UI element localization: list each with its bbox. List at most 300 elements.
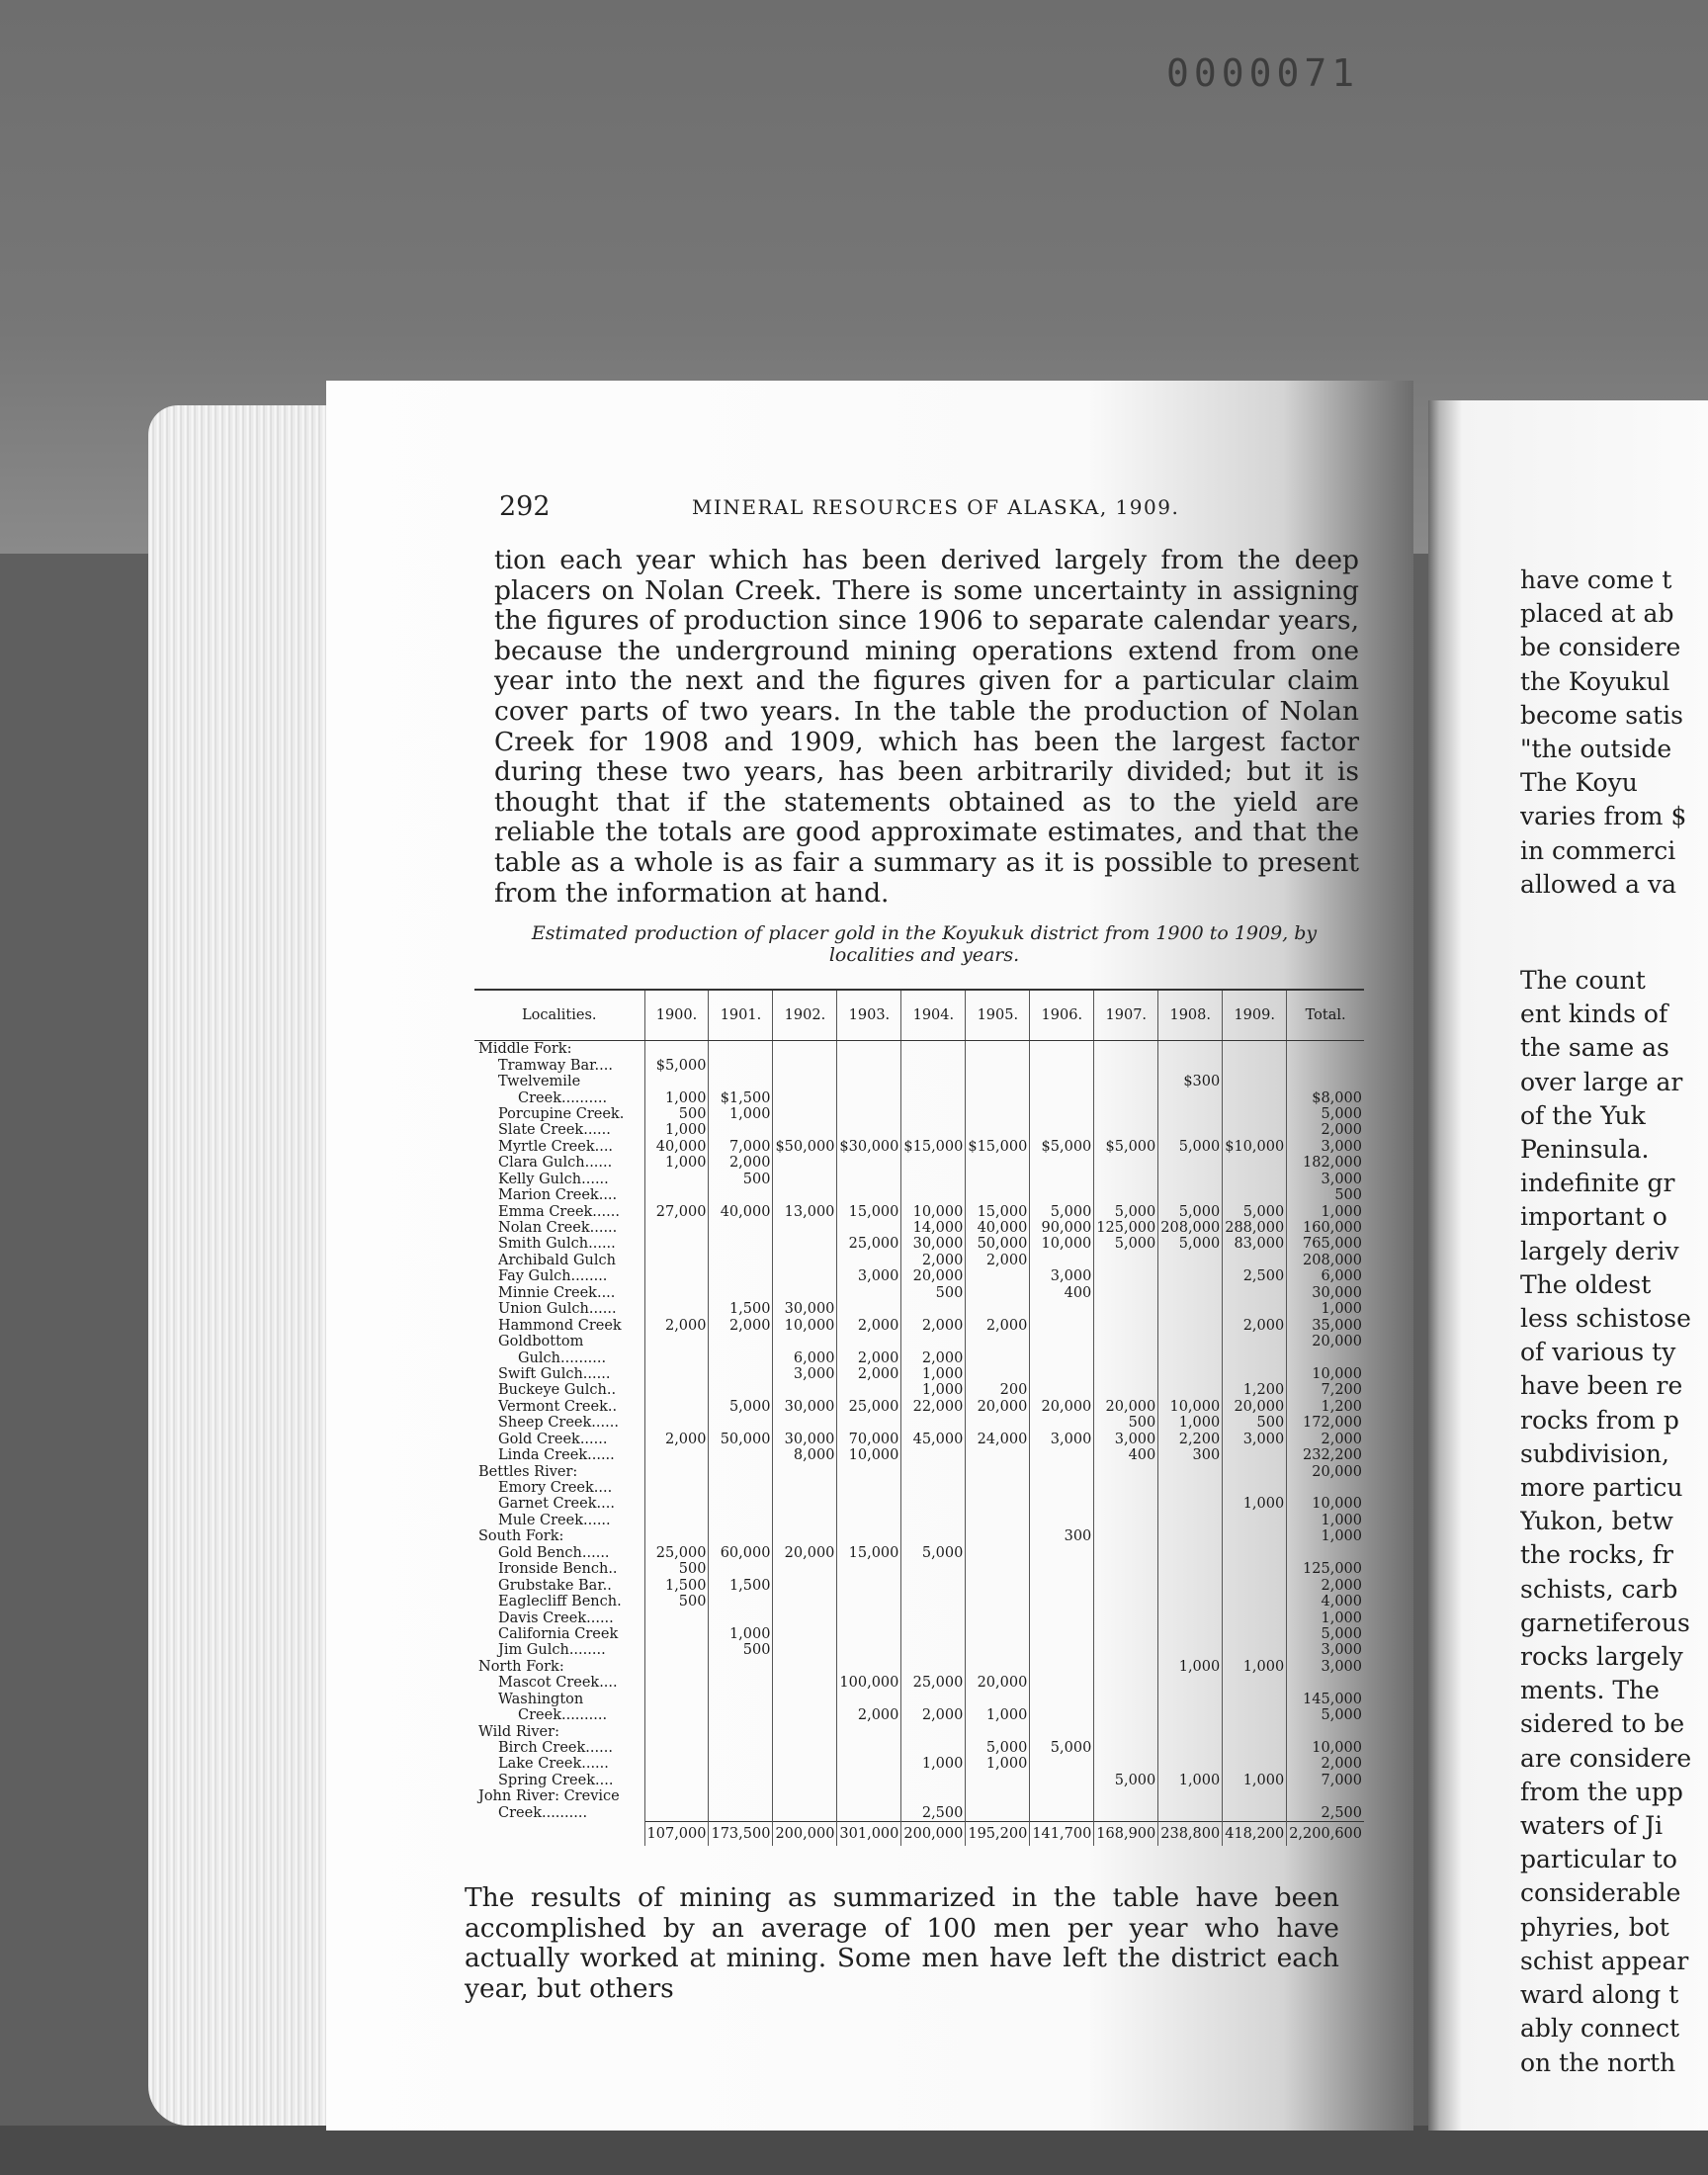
value-cell: 182,000 bbox=[1287, 1155, 1364, 1171]
value-cell: 1,000 bbox=[1158, 1415, 1223, 1431]
right-page-line: of the Yuk bbox=[1520, 1100, 1646, 1130]
value-cell bbox=[966, 1074, 1030, 1089]
value-cell bbox=[773, 1513, 837, 1528]
value-cell bbox=[966, 1366, 1030, 1382]
value-cell bbox=[1030, 1610, 1094, 1625]
value-cell bbox=[1223, 1513, 1287, 1528]
value-cell: 500 bbox=[644, 1561, 709, 1577]
header-year-10: 1909. bbox=[1223, 990, 1287, 1041]
locality-cell: Porcupine Creek. bbox=[498, 1105, 625, 1122]
value-cell bbox=[837, 1513, 901, 1528]
right-page-line: garnetiferous bbox=[1520, 1608, 1690, 1637]
value-cell bbox=[1030, 1788, 1094, 1804]
header-year-2: 1901. bbox=[709, 990, 773, 1041]
table-row bbox=[474, 1268, 1364, 1284]
value-cell bbox=[1158, 1317, 1223, 1333]
value-cell: 25,000 bbox=[644, 1545, 709, 1561]
value-cell bbox=[644, 1349, 709, 1365]
value-cell bbox=[1223, 1253, 1287, 1268]
value-cell: 20,000 bbox=[1030, 1399, 1094, 1415]
value-cell bbox=[1158, 1675, 1223, 1691]
right-page-line: The count bbox=[1520, 966, 1646, 995]
value-cell: 10,000 bbox=[901, 1203, 966, 1219]
value-cell: 5,000 bbox=[1158, 1203, 1223, 1219]
value-cell bbox=[966, 1447, 1030, 1463]
header-year-9: 1908. bbox=[1158, 990, 1223, 1041]
value-cell bbox=[1158, 1692, 1223, 1707]
value-cell: 3,000 bbox=[1094, 1432, 1158, 1447]
value-cell bbox=[709, 1496, 773, 1512]
table-row bbox=[474, 1756, 1364, 1772]
locality-cell: Smith Gulch...... bbox=[498, 1236, 616, 1253]
table-row bbox=[474, 1707, 1364, 1723]
table-row bbox=[474, 1236, 1364, 1252]
value-cell bbox=[1094, 1057, 1158, 1073]
value-cell bbox=[966, 1545, 1030, 1561]
value-cell bbox=[1094, 1659, 1158, 1675]
value-cell bbox=[709, 1366, 773, 1382]
right-page-line: largely deriv bbox=[1520, 1236, 1679, 1265]
value-cell bbox=[1030, 1642, 1094, 1658]
value-cell: 1,000 bbox=[1287, 1528, 1364, 1544]
value-cell bbox=[837, 1805, 901, 1822]
value-cell bbox=[966, 1187, 1030, 1203]
value-cell: 1,500 bbox=[709, 1577, 773, 1593]
value-cell bbox=[901, 1740, 966, 1756]
value-cell bbox=[837, 1659, 901, 1675]
right-page-line: rocks from p bbox=[1520, 1405, 1679, 1435]
value-cell bbox=[1158, 1707, 1223, 1723]
value-cell bbox=[1223, 1692, 1287, 1707]
table-row bbox=[474, 1349, 1364, 1365]
value-cell bbox=[966, 1463, 1030, 1479]
page-number: 292 bbox=[499, 491, 551, 522]
value-cell bbox=[1030, 1074, 1094, 1089]
value-cell: 30,000 bbox=[1287, 1285, 1364, 1301]
value-cell: 27,000 bbox=[644, 1203, 709, 1219]
value-cell bbox=[966, 1659, 1030, 1675]
value-cell bbox=[644, 1172, 709, 1187]
value-cell bbox=[644, 1756, 709, 1772]
table-row bbox=[474, 1187, 1364, 1203]
locality-cell: Nolan Creek...... bbox=[498, 1220, 618, 1237]
total-cell: 418,200 bbox=[1223, 1822, 1287, 1847]
value-cell bbox=[1223, 1740, 1287, 1756]
value-cell: 10,000 bbox=[1287, 1366, 1364, 1382]
value-cell: 1,000 bbox=[901, 1382, 966, 1398]
value-cell bbox=[709, 1122, 773, 1138]
value-cell: 208,000 bbox=[1158, 1220, 1223, 1236]
value-cell: 5,000 bbox=[966, 1740, 1030, 1756]
table-row bbox=[474, 1285, 1364, 1301]
value-cell: 2,500 bbox=[1223, 1268, 1287, 1284]
value-cell: 6,000 bbox=[1287, 1268, 1364, 1284]
value-cell bbox=[773, 1561, 837, 1577]
value-cell: 30,000 bbox=[773, 1432, 837, 1447]
value-cell bbox=[1094, 1740, 1158, 1756]
value-cell bbox=[644, 1041, 709, 1058]
value-cell bbox=[837, 1692, 901, 1707]
value-cell bbox=[644, 1528, 709, 1544]
header-year-5: 1904. bbox=[901, 990, 966, 1041]
value-cell: 10,000 bbox=[773, 1317, 837, 1333]
locality-cell: Mascot Creek.... bbox=[498, 1675, 618, 1692]
table-row bbox=[474, 1106, 1364, 1122]
value-cell bbox=[1158, 1057, 1223, 1073]
value-cell bbox=[901, 1594, 966, 1610]
totals-row bbox=[474, 1822, 1364, 1847]
value-cell bbox=[644, 1692, 709, 1707]
value-cell: 400 bbox=[1094, 1447, 1158, 1463]
value-cell: 1,000 bbox=[1287, 1610, 1364, 1625]
value-cell: 20,000 bbox=[1287, 1334, 1364, 1349]
locality-cell: Creek.......... bbox=[498, 1805, 588, 1822]
value-cell bbox=[644, 1074, 709, 1089]
value-cell bbox=[837, 1041, 901, 1058]
table-row bbox=[474, 1480, 1364, 1496]
value-cell: 2,000 bbox=[901, 1349, 966, 1365]
value-cell: 1,000 bbox=[1223, 1773, 1287, 1788]
value-cell bbox=[901, 1773, 966, 1788]
value-cell bbox=[901, 1334, 966, 1349]
value-cell bbox=[1030, 1301, 1094, 1317]
value-cell bbox=[1158, 1301, 1223, 1317]
value-cell: 8,000 bbox=[773, 1447, 837, 1463]
right-page-line: varies from $ bbox=[1520, 802, 1687, 831]
value-cell: 5,000 bbox=[1158, 1236, 1223, 1252]
value-cell: 1,000 bbox=[1287, 1301, 1364, 1317]
value-cell bbox=[966, 1285, 1030, 1301]
value-cell: 500 bbox=[901, 1285, 966, 1301]
table-row bbox=[474, 1089, 1364, 1105]
value-cell: 3,000 bbox=[1223, 1432, 1287, 1447]
value-cell: $5,000 bbox=[1030, 1139, 1094, 1155]
table-row bbox=[474, 1561, 1364, 1577]
value-cell: 2,000 bbox=[901, 1317, 966, 1333]
value-cell bbox=[1030, 1317, 1094, 1333]
table-row bbox=[474, 1415, 1364, 1431]
right-page-line: The Koyu bbox=[1520, 768, 1638, 798]
table-row bbox=[474, 1659, 1364, 1675]
value-cell bbox=[644, 1415, 709, 1431]
value-cell bbox=[1030, 1187, 1094, 1203]
value-cell: 1,200 bbox=[1287, 1399, 1364, 1415]
value-cell: 10,000 bbox=[837, 1447, 901, 1463]
value-cell bbox=[1158, 1155, 1223, 1171]
locality-cell: Birch Creek...... bbox=[498, 1740, 613, 1757]
value-cell bbox=[901, 1496, 966, 1512]
value-cell bbox=[1094, 1089, 1158, 1105]
value-cell bbox=[837, 1415, 901, 1431]
value-cell bbox=[901, 1089, 966, 1105]
value-cell bbox=[837, 1253, 901, 1268]
value-cell: 2,500 bbox=[901, 1805, 966, 1822]
value-cell bbox=[1158, 1610, 1223, 1625]
table-row bbox=[474, 1805, 1364, 1822]
value-cell bbox=[709, 1253, 773, 1268]
table-row bbox=[474, 1074, 1364, 1089]
value-cell bbox=[1094, 1561, 1158, 1577]
value-cell bbox=[1287, 1480, 1364, 1496]
value-cell: 5,000 bbox=[1287, 1106, 1364, 1122]
total-cell: 301,000 bbox=[837, 1822, 901, 1847]
table-row bbox=[474, 1432, 1364, 1447]
value-cell: 30,000 bbox=[773, 1399, 837, 1415]
value-cell: 10,000 bbox=[1287, 1496, 1364, 1512]
right-page-line: particular to bbox=[1520, 1845, 1677, 1874]
value-cell bbox=[1223, 1723, 1287, 1739]
total-cell: 200,000 bbox=[773, 1822, 837, 1847]
value-cell: 160,000 bbox=[1287, 1220, 1364, 1236]
value-cell: $15,000 bbox=[901, 1139, 966, 1155]
value-cell bbox=[773, 1253, 837, 1268]
value-cell: 7,200 bbox=[1287, 1382, 1364, 1398]
value-cell: 5,000 bbox=[709, 1399, 773, 1415]
value-cell: 3,000 bbox=[1030, 1432, 1094, 1447]
locality-cell: Archibald Gulch bbox=[498, 1252, 616, 1268]
value-cell bbox=[773, 1089, 837, 1105]
value-cell: 2,200 bbox=[1158, 1432, 1223, 1447]
value-cell bbox=[1094, 1594, 1158, 1610]
value-cell: 125,000 bbox=[1287, 1561, 1364, 1577]
value-cell bbox=[773, 1707, 837, 1723]
table-row bbox=[474, 1610, 1364, 1625]
value-cell bbox=[1158, 1545, 1223, 1561]
table-row bbox=[474, 1528, 1364, 1544]
value-cell bbox=[966, 1788, 1030, 1804]
right-page-line: rocks largely bbox=[1520, 1642, 1683, 1672]
value-cell bbox=[709, 1610, 773, 1625]
right-page-line: the same as bbox=[1520, 1033, 1669, 1063]
value-cell bbox=[1223, 1334, 1287, 1349]
value-cell: 50,000 bbox=[709, 1432, 773, 1447]
locality-cell: Gulch.......... bbox=[518, 1349, 607, 1366]
right-page-line: subdivision, bbox=[1520, 1438, 1669, 1468]
table-row bbox=[474, 1496, 1364, 1512]
value-cell bbox=[1030, 1106, 1094, 1122]
value-cell bbox=[837, 1155, 901, 1171]
value-cell: 2,000 bbox=[837, 1366, 901, 1382]
value-cell bbox=[1158, 1172, 1223, 1187]
value-cell bbox=[773, 1057, 837, 1073]
value-cell bbox=[901, 1480, 966, 1496]
right-page-line: indefinite gr bbox=[1520, 1169, 1675, 1198]
value-cell bbox=[1158, 1496, 1223, 1512]
table-row bbox=[474, 1301, 1364, 1317]
value-cell bbox=[709, 1756, 773, 1772]
table-row bbox=[474, 1382, 1364, 1398]
value-cell bbox=[709, 1805, 773, 1822]
table-row bbox=[474, 1172, 1364, 1187]
value-cell bbox=[1158, 1334, 1223, 1349]
value-cell: 1,000 bbox=[1287, 1513, 1364, 1528]
value-cell bbox=[773, 1415, 837, 1431]
locality-cell: Emory Creek.... bbox=[498, 1480, 613, 1497]
value-cell: 2,000 bbox=[837, 1317, 901, 1333]
value-cell: 1,000 bbox=[966, 1707, 1030, 1723]
table-row bbox=[474, 1642, 1364, 1658]
value-cell: 60,000 bbox=[709, 1545, 773, 1561]
value-cell: $1,500 bbox=[709, 1089, 773, 1105]
value-cell: 2,000 bbox=[901, 1707, 966, 1723]
value-cell bbox=[773, 1610, 837, 1625]
value-cell bbox=[966, 1172, 1030, 1187]
value-cell: 7,000 bbox=[709, 1139, 773, 1155]
scan-bottom-edge bbox=[0, 2126, 1708, 2175]
value-cell bbox=[1223, 1041, 1287, 1058]
value-cell bbox=[966, 1122, 1030, 1138]
value-cell bbox=[837, 1723, 901, 1739]
value-cell bbox=[1030, 1366, 1094, 1382]
value-cell bbox=[901, 1626, 966, 1642]
value-cell bbox=[901, 1577, 966, 1593]
value-cell: 200 bbox=[966, 1382, 1030, 1398]
value-cell bbox=[837, 1773, 901, 1788]
value-cell: 6,000 bbox=[773, 1349, 837, 1365]
value-cell bbox=[1030, 1463, 1094, 1479]
value-cell: 5,000 bbox=[1094, 1773, 1158, 1788]
value-cell bbox=[1094, 1041, 1158, 1058]
value-cell: 13,000 bbox=[773, 1203, 837, 1219]
value-cell: 1,000 bbox=[709, 1626, 773, 1642]
value-cell bbox=[1223, 1155, 1287, 1171]
value-cell: 25,000 bbox=[837, 1236, 901, 1252]
value-cell: 20,000 bbox=[1223, 1399, 1287, 1415]
value-cell bbox=[1158, 1528, 1223, 1544]
value-cell bbox=[1094, 1106, 1158, 1122]
value-cell bbox=[773, 1626, 837, 1642]
value-cell: 10,000 bbox=[1287, 1740, 1364, 1756]
value-cell bbox=[1094, 1268, 1158, 1284]
value-cell bbox=[901, 1788, 966, 1804]
value-cell bbox=[1223, 1301, 1287, 1317]
value-cell bbox=[1094, 1301, 1158, 1317]
right-page-line: allowed a va bbox=[1520, 869, 1676, 899]
value-cell bbox=[1223, 1057, 1287, 1073]
table-caption: Estimated production of placer gold in the Koyukuk district from 1900 to 1909, by localities and years. bbox=[531, 922, 1318, 966]
value-cell bbox=[1158, 1253, 1223, 1268]
value-cell: 2,000 bbox=[709, 1317, 773, 1333]
value-cell: 232,200 bbox=[1287, 1447, 1364, 1463]
table-row bbox=[474, 1253, 1364, 1268]
right-page-line: ably connect bbox=[1520, 2014, 1680, 2044]
value-cell bbox=[901, 1057, 966, 1073]
value-cell: $30,000 bbox=[837, 1139, 901, 1155]
value-cell bbox=[1223, 1805, 1287, 1822]
value-cell bbox=[644, 1707, 709, 1723]
value-cell bbox=[1158, 1626, 1223, 1642]
value-cell bbox=[837, 1122, 901, 1138]
value-cell bbox=[709, 1057, 773, 1073]
table-row bbox=[474, 1692, 1364, 1707]
value-cell bbox=[1030, 1577, 1094, 1593]
value-cell: 40,000 bbox=[709, 1203, 773, 1219]
table-row bbox=[474, 1220, 1364, 1236]
value-cell bbox=[901, 1463, 966, 1479]
value-cell: 3,000 bbox=[1287, 1659, 1364, 1675]
value-cell bbox=[1223, 1366, 1287, 1382]
value-cell bbox=[1223, 1577, 1287, 1593]
value-cell: 3,000 bbox=[1287, 1172, 1364, 1187]
value-cell: 15,000 bbox=[837, 1203, 901, 1219]
value-cell bbox=[709, 1415, 773, 1431]
value-cell bbox=[1030, 1057, 1094, 1073]
right-page-line: ments. The bbox=[1520, 1676, 1660, 1705]
value-cell bbox=[901, 1415, 966, 1431]
value-cell: 500 bbox=[709, 1172, 773, 1187]
table-row bbox=[474, 1399, 1364, 1415]
value-cell bbox=[837, 1788, 901, 1804]
value-cell bbox=[1094, 1788, 1158, 1804]
value-cell bbox=[644, 1334, 709, 1349]
header-year-8: 1907. bbox=[1094, 990, 1158, 1041]
value-cell bbox=[1223, 1106, 1287, 1122]
value-cell: 15,000 bbox=[837, 1545, 901, 1561]
value-cell bbox=[837, 1740, 901, 1756]
value-cell bbox=[1094, 1577, 1158, 1593]
value-cell bbox=[709, 1723, 773, 1739]
right-page-line: become satis bbox=[1520, 700, 1683, 730]
value-cell bbox=[1030, 1594, 1094, 1610]
locality-cell: Jim Gulch........ bbox=[498, 1642, 606, 1659]
value-cell bbox=[773, 1577, 837, 1593]
locality-cell: Spring Creek.... bbox=[498, 1772, 614, 1788]
table-row bbox=[474, 1788, 1364, 1804]
table-row bbox=[474, 1447, 1364, 1463]
value-cell bbox=[1158, 1513, 1223, 1528]
right-page-line: sidered to be bbox=[1520, 1709, 1685, 1739]
running-head bbox=[499, 491, 1191, 527]
value-cell bbox=[1030, 1675, 1094, 1691]
header-year-6: 1905. bbox=[966, 990, 1030, 1041]
value-cell: 288,000 bbox=[1223, 1220, 1287, 1236]
locality-cell: Creek.......... bbox=[518, 1089, 608, 1106]
value-cell bbox=[901, 1041, 966, 1058]
locality-cell: Gold Bench...... bbox=[498, 1544, 610, 1561]
total-cell: 141,700 bbox=[1030, 1822, 1094, 1847]
value-cell: 1,000 bbox=[1158, 1773, 1223, 1788]
value-cell bbox=[901, 1528, 966, 1544]
locality-cell: Eaglecliff Bench. bbox=[498, 1594, 622, 1610]
value-cell bbox=[1223, 1561, 1287, 1577]
value-cell bbox=[773, 1172, 837, 1187]
table-row bbox=[474, 1545, 1364, 1561]
header-year-1: 1900. bbox=[644, 990, 709, 1041]
value-cell: $15,000 bbox=[966, 1139, 1030, 1155]
value-cell bbox=[644, 1220, 709, 1236]
value-cell bbox=[773, 1463, 837, 1479]
value-cell bbox=[966, 1496, 1030, 1512]
value-cell bbox=[1158, 1577, 1223, 1593]
value-cell bbox=[1030, 1692, 1094, 1707]
right-page-text-top bbox=[1520, 564, 1708, 902]
value-cell bbox=[1158, 1041, 1223, 1058]
value-cell bbox=[966, 1528, 1030, 1544]
value-cell bbox=[1030, 1756, 1094, 1772]
value-cell: 3,000 bbox=[1030, 1268, 1094, 1284]
value-cell bbox=[1030, 1480, 1094, 1496]
value-cell bbox=[966, 1106, 1030, 1122]
table-row bbox=[474, 1334, 1364, 1349]
value-cell: 1,500 bbox=[709, 1301, 773, 1317]
value-cell bbox=[966, 1041, 1030, 1058]
value-cell bbox=[1094, 1334, 1158, 1349]
value-cell bbox=[709, 1594, 773, 1610]
value-cell: 45,000 bbox=[901, 1432, 966, 1447]
table-row bbox=[474, 1577, 1364, 1593]
value-cell bbox=[901, 1642, 966, 1658]
value-cell bbox=[1094, 1528, 1158, 1544]
